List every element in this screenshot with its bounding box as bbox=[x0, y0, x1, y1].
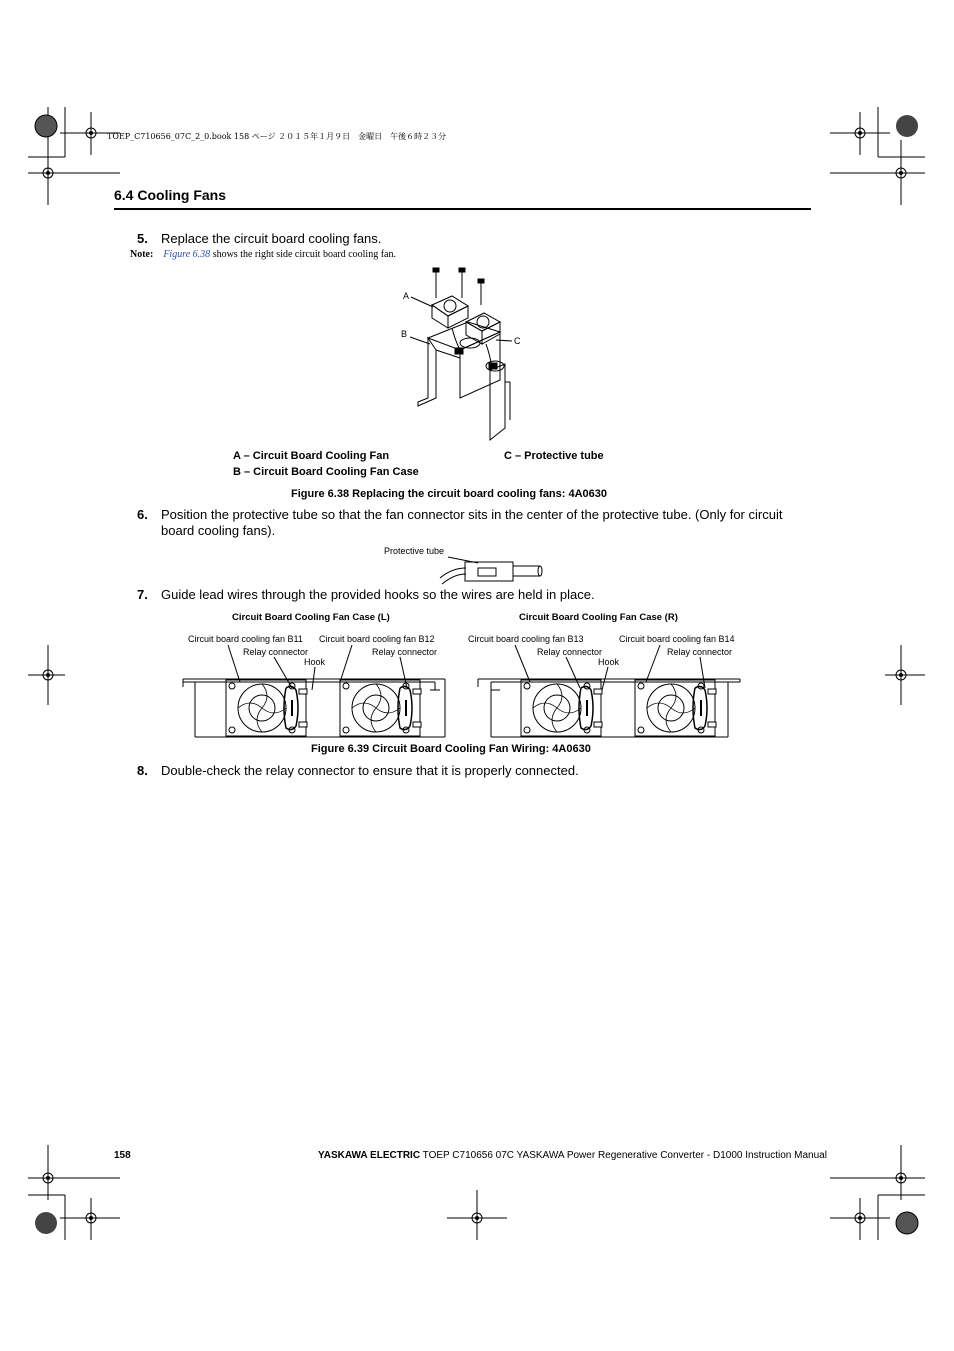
callout-c: C bbox=[514, 336, 521, 346]
label-fan-b12: Circuit board cooling fan B12 bbox=[319, 634, 435, 644]
note-figure-link[interactable]: Figure 6.38 bbox=[163, 249, 211, 260]
page-number: 158 bbox=[114, 1150, 131, 1161]
label-relay-connector-2: Relay connector bbox=[372, 647, 438, 657]
label-relay-connector-4: Relay connector bbox=[667, 647, 733, 657]
callout-b: B bbox=[401, 329, 408, 339]
footer-manual-title: TOEP C710656 07C YASKAWA Power Regenerative Converter - D1000 Instruction Manual bbox=[420, 1150, 827, 1161]
step-8-text: Double-check the relay connector to ensure that it is properly connected. bbox=[161, 763, 579, 778]
figure-6-39-caption: Figure 6.39 Circuit Board Cooling Fan Wiring: 4A0630 bbox=[311, 743, 591, 755]
label-fan-b13: Circuit board cooling fan B13 bbox=[468, 634, 584, 644]
label-hook-left: Hook bbox=[304, 657, 326, 667]
protective-tube-label: Protective tube bbox=[384, 546, 445, 556]
legend-b: B – Circuit Board Cooling Fan Case bbox=[233, 466, 419, 478]
case-left-title: Circuit Board Cooling Fan Case (L) bbox=[232, 612, 390, 623]
footer-text bbox=[318, 1150, 827, 1161]
print-info-line: TOEP_C710656_07C_2_0.book 158 ページ ２０１５年１月９日 金曜日 午後６時２３分 bbox=[107, 132, 447, 141]
figure-6-38-caption: Figure 6.38 Replacing the circuit board cooling fans: 4A0630 bbox=[291, 488, 608, 500]
step-7-text: Guide lead wires through the provided hooks so the wires are held in place. bbox=[161, 587, 595, 602]
label-hook-right: Hook bbox=[598, 657, 620, 667]
callout-a: A bbox=[403, 291, 410, 301]
legend-c: C – Protective tube bbox=[504, 450, 604, 462]
step-5-text: Replace the circuit board cooling fans. bbox=[161, 231, 382, 246]
legend-a: A – Circuit Board Cooling Fan bbox=[233, 450, 390, 462]
case-right-title: Circuit Board Cooling Fan Case (R) bbox=[519, 612, 678, 623]
note-text: shows the right side circuit board cooling fan. bbox=[210, 249, 396, 260]
label-relay-connector-1: Relay connector bbox=[243, 647, 309, 657]
section-title: 6.4 Cooling Fans bbox=[114, 187, 227, 203]
label-relay-connector-3: Relay connector bbox=[537, 647, 603, 657]
step-6-text-line2: board cooling fans). bbox=[161, 523, 276, 538]
label-fan-b14: Circuit board cooling fan B14 bbox=[619, 634, 735, 644]
step-5-number: 5. bbox=[137, 231, 148, 246]
footer-brand: YASKAWA ELECTRIC bbox=[318, 1150, 421, 1161]
step-8-number: 8. bbox=[137, 763, 148, 778]
step-6-text-line1: Position the protective tube so that the fan connector sits in the center of the protective tube. (Only for circuit bbox=[161, 507, 783, 522]
note-label: Note: bbox=[130, 249, 154, 260]
step-6-number: 6. bbox=[137, 507, 148, 522]
label-fan-b11: Circuit board cooling fan B11 bbox=[188, 634, 303, 644]
step-7-number: 7. bbox=[137, 587, 148, 602]
